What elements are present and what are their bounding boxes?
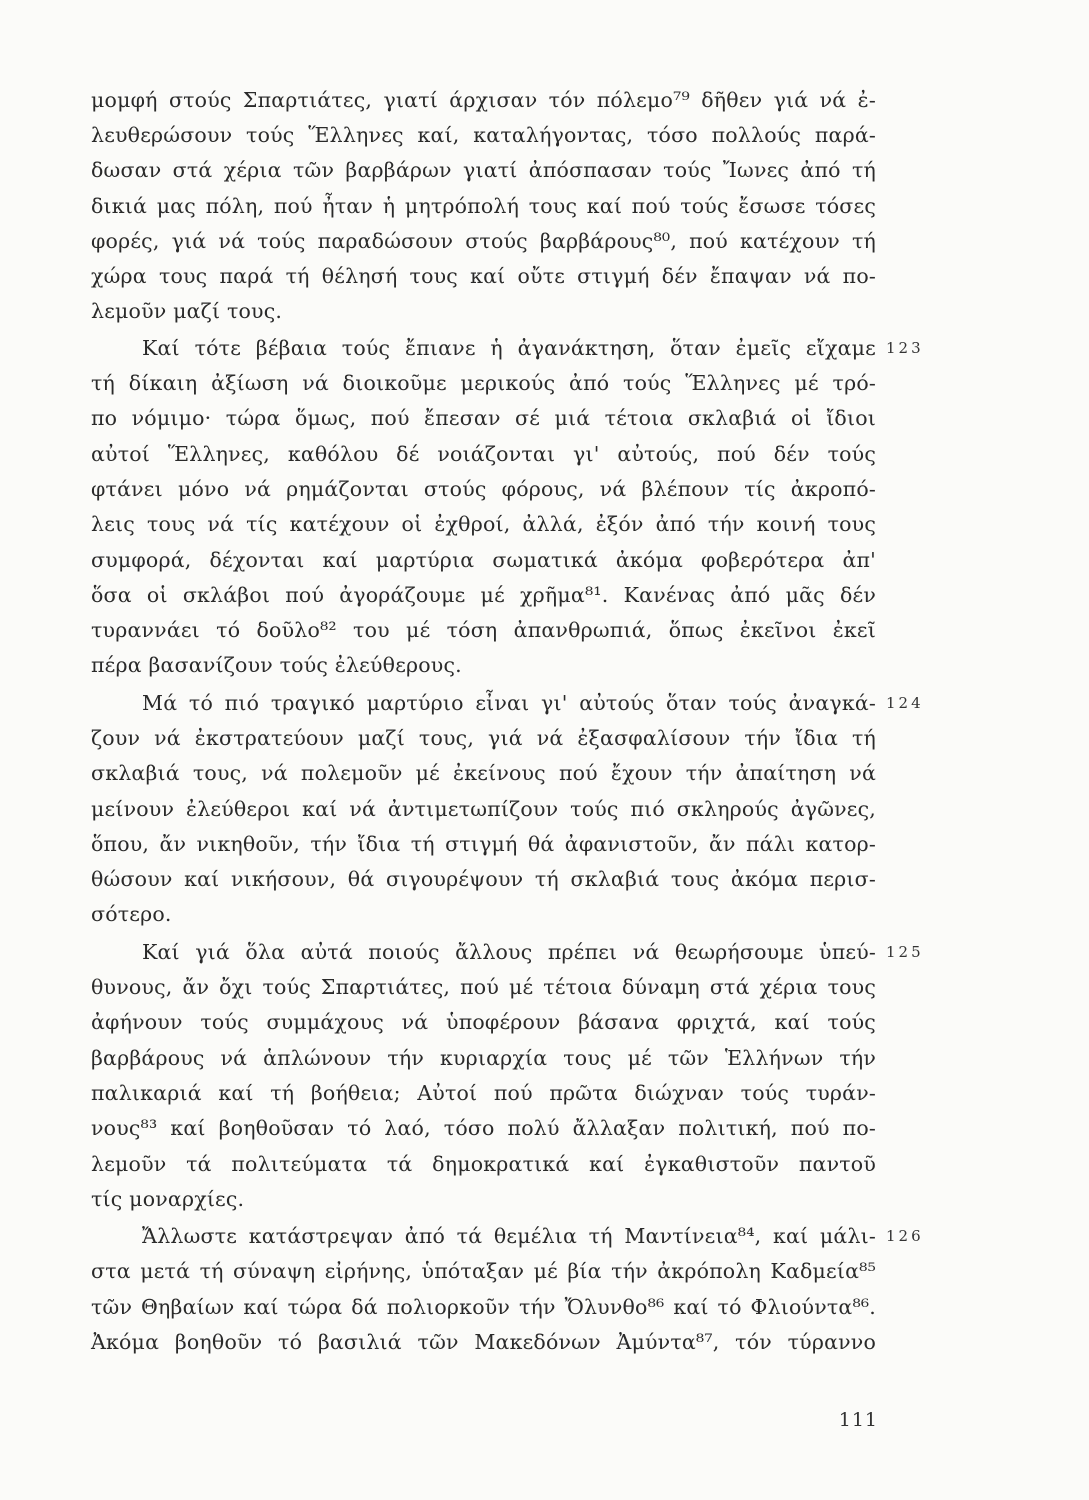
text-line-23: θώσουν καί νικήσουν, θά σιγουρέψουν τή σκλαβιά τους ἀκόμα περισ- bbox=[91, 867, 876, 891]
text-line-36: Ἀκόμα βοηθοῦν τό βασιλιά τῶν Μακεδόνων Ἀμύντα⁸⁷, τόν τύραννο bbox=[91, 1330, 876, 1354]
text-line-2: λευθερώσουν τούς Ἕλληνες καί, καταλήγοντας, τόσο πολλούς παρά- bbox=[91, 123, 876, 147]
paragraph-124-start: Μά τό πιό τραγικό μαρτύριο εἶναι γι' αὐτούς ὅταν τούς ἀναγκά- bbox=[142, 691, 876, 715]
text-line-13: λεις τους νά τίς κατέχουν οἱ ἐχθροί, ἀλλά, ἐξόν ἀπό τήν κοινή τους bbox=[91, 512, 876, 536]
text-line-32: τίς μοναρχίες. bbox=[91, 1187, 245, 1211]
text-line-21: μείνουν ἐλεύθεροι καί νά ἀντιμετωπίζουν τούς πιό σκληρούς ἀγῶνες, bbox=[91, 797, 876, 821]
text-line-9: τή δίκαιη ἀξίωση νά διοικοῦμε μερικούς ἀπό τούς Ἕλληνες μέ τρό- bbox=[91, 371, 876, 395]
text-line-24: σότερο. bbox=[91, 902, 172, 926]
text-line-35: τῶν Θηβαίων καί τώρα δά πολιορκοῦν τήν Ὄλυνθο⁸⁶ καί τό Φλιούντα⁸⁶. bbox=[91, 1295, 876, 1319]
page-number: 111 bbox=[838, 1409, 878, 1431]
paragraph-125-start: Καί γιά ὅλα αὐτά ποιούς ἄλλους πρέπει νά θεωρήσουμε ὑπεύ- bbox=[142, 940, 876, 964]
text-line-16: τυραννάει τό δοῦλο⁸² του μέ τόση ἀπανθρωπιά, ὅπως ἐκεῖνοι ἐκεῖ bbox=[91, 618, 876, 642]
text-line-29: παλικαριά καί τή βοήθεια; Αὐτοί πού πρῶτα διώχναν τούς τυράν- bbox=[91, 1081, 876, 1105]
text-line-10: πο νόμιμο· τώρα ὅμως, πού ἔπεσαν σέ μιά τέτοια σκλαβιά οἱ ἴδιοι bbox=[91, 406, 876, 430]
margin-number-125: 125 bbox=[886, 943, 924, 961]
text-line-17: πέρα βασανίζουν τούς ἐλεύθερους. bbox=[91, 653, 462, 677]
text-line-19: ζουν νά ἐκστρατεύουν μαζί τους, γιά νά ἐξασφαλίσουν τήν ἴδια τή bbox=[91, 726, 876, 750]
text-line-14: συμφορά, δέχονται καί μαρτύρια σωματικά ἀκόμα φοβερότερα ἀπ' bbox=[91, 548, 876, 572]
text-line-5: φορές, γιά νά τούς παραδώσουν στούς βαρβάρους⁸⁰, πού κατέχουν τή bbox=[91, 229, 876, 253]
text-line-34: στα μετά τή σύναψη εἰρήνης, ὑπόταξαν μέ βία τήν ἀκρόπολη Καδμεία⁸⁵ bbox=[91, 1259, 876, 1283]
text-line-11: αὐτοί Ἕλληνες, καθόλου δέ νοιάζονται γι' αὐτούς, πού δέν τούς bbox=[91, 442, 876, 466]
paragraph-126-start: Ἄλλωστε κατάστρεψαν ἀπό τά θεμέλια τή Μαντίνεια⁸⁴, καί μάλι- bbox=[142, 1224, 876, 1248]
margin-number-126: 126 bbox=[886, 1227, 924, 1245]
paragraph-123-start: Καί τότε βέβαια τούς ἔπιανε ἡ ἀγανάκτηση, ὅταν ἐμεῖς εἴχαμε bbox=[142, 336, 876, 360]
text-line-4: δικιά μας πόλη, πού ἦταν ἡ μητρόπολή τους καί πού τούς ἔσωσε τόσες bbox=[91, 194, 876, 218]
margin-number-124: 124 bbox=[886, 694, 924, 712]
text-line-7: λεμοῦν μαζί τους. bbox=[91, 299, 283, 323]
text-line-26: θυνους, ἄν ὄχι τούς Σπαρτιάτες, πού μέ τέτοια δύναμη στά χέρια τους bbox=[91, 975, 876, 999]
text-line-27: ἀφήνουν τούς συμμάχους νά ὑποφέρουν βάσανα φριχτά, καί τούς bbox=[91, 1010, 876, 1034]
text-line-30: νους⁸³ καί βοηθοῦσαν τό λαό, τόσο πολύ ἄλλαξαν πολιτική, πού πο- bbox=[91, 1116, 876, 1140]
margin-number-123: 123 bbox=[886, 339, 924, 357]
text-line-3: δωσαν στά χέρια τῶν βαρβάρων γιατί ἀπόσπασαν τούς Ἴωνες ἀπό τή bbox=[91, 158, 876, 182]
text-line-12: φτάνει μόνο νά ρημάζονται στούς φόρους, νά βλέπουν τίς ἀκροπό- bbox=[91, 477, 876, 501]
text-line-31: λεμοῦν τά πολιτεύματα τά δημοκρατικά καί ἐγκαθιστοῦν παντοῦ bbox=[91, 1152, 876, 1176]
text-line-22: ὅπου, ἄν νικηθοῦν, τήν ἴδια τή στιγμή θά ἀφανιστοῦν, ἄν πάλι κατορ- bbox=[91, 832, 876, 856]
text-line-28: βαρβάρους νά ἁπλώνουν τήν κυριαρχία τους μέ τῶν Ἑλλήνων τήν bbox=[91, 1046, 876, 1070]
text-line-20: σκλαβιά τους, νά πολεμοῦν μέ ἐκείνους πού ἔχουν τήν ἀπαίτηση νά bbox=[91, 761, 876, 785]
text-line-1: μομφή στούς Σπαρτιάτες, γιατί άρχισαν τόν πόλεμο⁷⁹ δῆθεν γιά νά ἐ- bbox=[91, 88, 876, 112]
text-line-6: χώρα τους παρά τή θέλησή τους καί οὔτε στιγμή δέν ἔπαψαν νά πο- bbox=[91, 264, 876, 288]
text-line-15: ὅσα οἱ σκλάβοι πού ἀγοράζουμε μέ χρῆμα⁸¹. Κανένας ἀπό μᾶς δέν bbox=[91, 583, 876, 607]
